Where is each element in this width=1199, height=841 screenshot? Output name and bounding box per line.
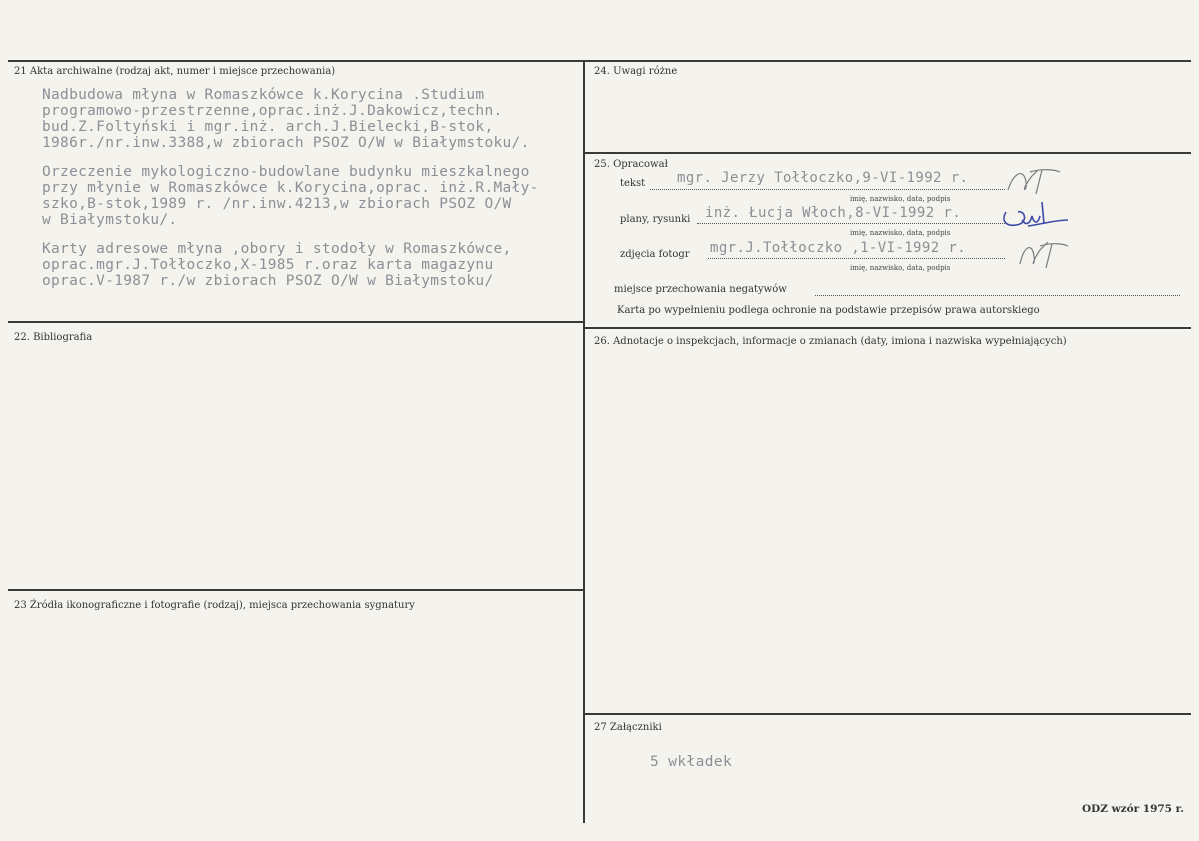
section-26-label: 26. Adnotacje o inspekcjach, informacje o zmianach (daty, imiona i nazwiska wypełniających)	[594, 336, 1067, 347]
plany-line	[697, 223, 1005, 224]
signature-plany	[998, 198, 1070, 234]
tekst-line	[650, 189, 1005, 190]
signature-tekst	[1002, 164, 1064, 198]
signature-foto	[1010, 236, 1072, 272]
plany-value: inż. Łucja Włoch,8-VI-1992 r.	[705, 205, 962, 221]
plany-hint: imię, nazwisko, data, podpis	[850, 229, 951, 237]
foto-hint: imię, nazwisko, data, podpis	[850, 264, 951, 272]
right-rule-24-25	[584, 152, 1191, 154]
archive-entry-2: Orzeczenie mykologiczno-budowlane budynku mieszkalnego przy młynie w Romaszkówce k.Korycina,oprac. inż.R.Mały- szko,B-stok,1989 r. /nr.inw.4213,w zbiorach PSOZ O/W w Białymstoku/.	[42, 164, 539, 228]
foto-label: zdjęcia fotogr	[620, 249, 690, 260]
left-rule-22-23	[8, 589, 585, 591]
tekst-hint: imię, nazwisko, data, podpis	[850, 195, 951, 203]
tekst-label: tekst	[620, 178, 646, 189]
section-22-label: 22. Bibliografia	[14, 332, 93, 343]
right-rule-26-27	[584, 713, 1191, 715]
foto-value: mgr.J.Tołłoczko ,1-VI-1992 r.	[710, 240, 967, 256]
section-24-label: 24. Uwagi różne	[594, 66, 678, 77]
right-rule-25-26	[584, 327, 1191, 329]
tekst-value: mgr. Jerzy Tołłoczko,9-VI-1992 r.	[677, 170, 969, 186]
copyright-note: Karta po wypełnieniu podlega ochronie na podstawie przepisów prawa autorskiego	[617, 305, 1040, 316]
left-rule-21-22	[8, 321, 585, 323]
section-25-label: 25. Opracował	[594, 159, 668, 170]
negatives-label: miejsce przechowania negatywów	[614, 284, 787, 295]
attachments-value: 5 wkładek	[650, 754, 733, 770]
archive-entry-1: Nadbudowa młyna w Romaszkówce k.Korycina .Studium programowo-przestrzenne,oprac.inż.J.Dakowicz,techn. bud.Z.Foltyński i mgr.inż. arch.J.Bielecki,B-stok, 1986r./nr.inw.3388,w zbiorach PSOZ O/W w Białymstoku/.	[42, 87, 530, 151]
plany-label: plany, rysunki	[620, 214, 691, 225]
section-21-label: 21 Akta archiwalne (rodzaj akt, numer i miejsce przechowania)	[14, 66, 336, 77]
archive-entry-3: Karty adresowe młyna ,obory i stodoły w Romaszkówce, oprac.mgr.J.Tołłoczko,X-1985 r.oraz karta magazynu oprac.V-1987 r./w zbiorach PSOZ O/W w Białymstoku/	[42, 241, 512, 289]
negatives-line	[815, 295, 1180, 296]
section-27-label: 27 Załączniki	[594, 722, 662, 733]
foto-line	[708, 258, 1005, 259]
top-rule	[8, 60, 1191, 62]
section-23-label: 23 Źródła ikonograficzne i fotografie (rodzaj), miejsca przechowania sygnatury	[14, 600, 415, 611]
form-version: ODZ wzór 1975 r.	[1082, 803, 1184, 815]
